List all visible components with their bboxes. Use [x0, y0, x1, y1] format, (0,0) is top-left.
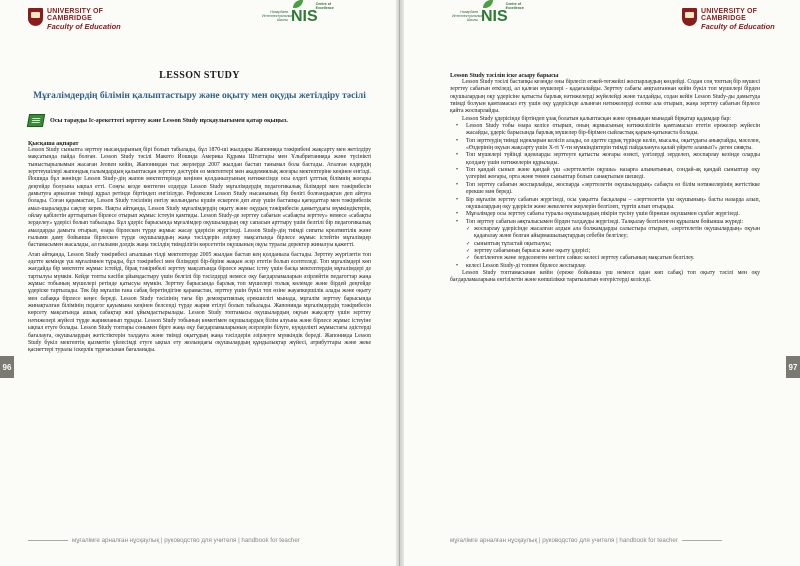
footer-text-right: мұғалімге арналған нұсқаулық | руководство для учителя | handbook for teacher — [450, 537, 678, 544]
task-note — [28, 114, 371, 127]
right-paragraph-1: Lesson Study тәсілі бастапқы кезеңде оны бірлесіп егжей-тегжейлі жоспарлаудың көздейді. Содан соң топтың бір мүшесі зерттеу сабағын өткізеді, ал қалған мүшелері - қадағалайды. Зерттеу сабағы аяқталғаннан кейін бүкіл топ мүшелері бірден оқушылардың оқу ұдерісіне қатысты барлық нәтижелерді жүйелейді және талдайды, содан кейін Lesson Study-ды дамытуда тиімді болуын қамтамасыз ету үшін оқу ұдерісінде алынған нәтижелерді есепке ала отырып, жаңа зерттеу сабағын бірлесе қайта жоспарлайды. — [450, 79, 760, 115]
right-paragraph-2: Lesson Study ұдерісінде біртіндеп ұзақ болатын қалыптасқан және орныққан мынадай бірқатар қадамдар бар: — [462, 115, 731, 122]
section-heading: Қысқаша ақпарат — [28, 140, 79, 147]
sub-list-item: ✓ жоспарлау ұдерісінде жасалған алдын ала болжамдарды салыстыра отырып, «зерттелетін оқушылардың» оқуын қадағалау және болған айырмашылықтардың себебін белгілеу; — [454, 226, 760, 241]
cambridge-shield-icon — [28, 8, 43, 26]
list-item: • Топ зерттеудің тиімді идеяларын келісіп алады, ол әдетте сұрақ түрінде келіп, мысалы, оқытудағы анықтайды, мәселен, «Өздерінің оқуын жақсарту үшін Х-ті Ү-ти мүмкіндіктерін тиімді пайдалануға қалай үйрете аламыз?» деген сияқты. — [454, 138, 760, 153]
list-item: • келесі Lesson Study-ді топпен бірлесе жоспарлау. — [454, 263, 760, 270]
footer-rule-right — [682, 540, 722, 541]
list-item: • Топ зерттеу сабағын аяқталысымен бірден талдауды жүргізеді. Талқылау белгіленген құрылым бойынша жүреді: — [454, 219, 760, 226]
nis-logo-text: NIS — [291, 8, 318, 25]
cambridge-logo — [28, 8, 121, 31]
nis-small-text-right: Назарбаев Интеллектуальные Школы — [452, 10, 484, 22]
nis-logo-text-right: NIS — [481, 8, 508, 25]
nis-logo — [262, 2, 334, 26]
list-item: • Топ зерттеу сабағын жоспарлайды, жоспарда «зерттелетін оқушылардың» сабақта өз білім нәтижелерінің жетістікке ерекше мән береді. — [454, 182, 760, 197]
cambridge-logo-right — [682, 8, 775, 31]
list-item: • Lesson Study тобы өзара келісе отырып, оның жұмысының нәтижелілігін қамтамасыз ететін ережелер жүйесін жасайды, ұдеріс барысында барлық мүшелер бір-бірімен сыйластық қарым-қатынаста болады. — [454, 123, 760, 138]
list-item: • Топ қандай сынып және қандай үш «зерттелетін оқушы» назарға алынатынын, сондай-ақ қандай сыныптар оқу үлгерімі жоғары, орта және төмен сыныптар болып санақтылын шешеді. — [454, 167, 760, 182]
book-gutter — [396, 0, 404, 566]
paragraph-2: Атап айтқанда, Lesson Study тәжірибесі ағылшын тілді мектептерде 2005 жылдан бастап кең қолданыла бастады. Зерттеу жүргізетін топ әдетте кемінде үш мұғалімнен тұрады, бұл тәжірибесі мен білімдері бір-біріне жақын әсер ететін болып есептеледі. Топ мұғалімдері көп жағдайда бір мектепте жұмыс істейді, бірақ тәжірибелі зерттеу мақсатында бірлесе жұмыс істеу үшін басқа мектептердің мұғалімдері де тартылуы мүмкін. Кейде топты кәсіби ұйымдастыру үшін белгілі бір тәсілдерді немесе оқу бағдарламаларын әзірлейтін педагогтар жаңа жұмыс тобының мүшелері ретінде қатысуы мүмкін. Зерттеу барысында барлық топ мүшелері толық көлемде және бірдей деңгейде ұдеріске тартылады. Тек бір мұғалім ғана сабақ беретіндігіне қарамастан, зерттеу үшін бүкіл топ өзіне жауапкершілік алады және оқыту мен сабаққа бірлесе кеңес береді. Lesson Study тәсілінің тағы бір демократиялық ерекшелігі мынада, мұғалім зерттеу барысында жинақталған білімінің педагог қауымына кеңінен белсенді түрде жария етілуі болып табылады. Жапонияда мұғалімдердің тәжірибесін көрсету мақсатында ашық сабақтар жиі ұйымдастырылады. Lesson Study топтамасы оқушылардың оқуын жақсарту үшін зерттеу нәтижелері жүйелі түрде жарияланып тұрады. Lesson Study тобының көмегімен оқушылардың білім алуына және бірлесе жұмыс істеуіне ықпал етуге болады. Lesson Study топтары сонымен бірге жаңа оқу бағдарламаларының әсерлерін білуге, күнделікті жұмыстағы әдістерді бағалауға, оқушылардың жетістіктерін талдауға және тиімді оқытудың жаңа тәсілдерін әзірлеуге мүмкіндік береді. Жапонияда Lesson Study бүкіл мектептің қызметін үйлесімді етуге ықпал ету жолындағы оқушылардың құндылықтар жүйесі, атрибуттары және жеке қасиеттері туралы іскерлік тұрғысынан бағаланады. — [28, 251, 371, 354]
closing-paragraph: Lesson Study топтамасынан кейін (ереже бойынша үш немесе одан көп сабақ) топ оқыту тәсілі мен оқу бағдарламаларына енгізілетін және көпшілікке таратылатын өзгерістерді келіседі. — [450, 269, 760, 284]
cambridge-faculty-right: Faculty of Education — [701, 21, 775, 31]
nis-center-text: Centre of Excellence — [315, 2, 334, 10]
page-number-left: 96 — [0, 356, 14, 378]
nis-small-text: Назарбаев Интеллектуальные Школы — [262, 10, 294, 22]
cambridge-faculty: Faculty of Education — [47, 21, 121, 31]
nis-mark — [291, 2, 334, 26]
book-icon — [27, 114, 45, 127]
sub-list-item: ✓ белгіленген және зерделенген негізге сәйкес келесі зерттеу сабағының мақсатын белгілеу. — [454, 255, 760, 262]
sub-list-item: ✓ зерттеу сабағының барысы және оқыту ұдерісі; — [454, 248, 760, 255]
right-footer — [450, 537, 722, 544]
right-heading: Lesson Study тәсілін іске асыру барысы — [450, 73, 559, 79]
cambridge-line2: CAMBRIDGE — [47, 15, 92, 23]
page-subtitle: Мұғалімдердің білімін қалыптастыру және оқыту мен оқуды жетілдіру тәсілі — [33, 91, 366, 101]
nis-leaf-icon — [293, 0, 303, 8]
list-item: • Бір мұғалім зерттеу сабағын жүргізеді, осы уақытта басқалары – «зерттелетін үш оқушының» басты назарда алып, оқушылардың оқу ұдерісін және жекелеген жерлерін белгілеп, түртіп алып отырады. — [454, 197, 760, 212]
footer-text: мұғалімге арналған нұсқаулық | руководство для учителя | handbook for teacher — [72, 537, 300, 544]
left-header — [0, 0, 399, 60]
steps-list — [454, 123, 760, 270]
right-page — [400, 0, 800, 566]
list-item: • Топ мүшелері түйінді идеяларды зерттеуге қатысты жоғары өзекті, үлгілерді зерделеп, жоспарлау кезінде оларды қолдану үшін нәтижелерін құрылады. — [454, 152, 760, 167]
cambridge-line2-right: CAMBRIDGE — [701, 15, 746, 23]
paragraph-1: Lesson Study сыныпта зерттеу нысандарының бірі болып табылады, бұл 1870-ші жылдары Жапонияда тәжірибені жақсарту мен жетілдіру мақсатында пайда болған. Lesson Study тәсілі Макото Йошида Америка Құрама Штаттары мен Ұлыбританияда және түсінікті тыныстырылымын жасаған Jeoneн кейін, Жапониядан тыс жерлерде 2007 жылдан бастап танымал бола бастады. Аталған елдердің зерттеушілері жапондық ғалымдардың қалыптасқан зерттеу дәстүрін өз мектептері мен академиялық жоғары мектептеріне кеңінен енгізді. Йошида бұл жөнінде Lesson Study-дің жапон мектептерінде кеңінен қолданылуының нәтижесінде осы елдегі ұлттық білімнің жоғары деңгейде болуына ықпал етті. Соңғы кезде көптеген елдерде Lesson Study мұғалімдердің педагогикалық білімдері мен тәжірибесін дамытуға арналған тиімді құрал ретінде біртіндеп енгізілуде. Рефлексия Lesson Study нысанының бір бөлігі болғандықтан деп айтуға болады. Соған қарамастан, Lesson Study тәсілінің енгізу жолындағы күшін ескерген деп атау үшін бастапқы қағидаттар мен тәжірибелік амал-шараларды сақтау керек. Нақты айтқанда, Lesson Study мұғалімдердің оқыту және оқудың тәжірибесін дамытудағы мүмкіндіктерін, ойлау қабілетін арттыратын бірлесе отырып жұмыс істеуін қамтиды. Lesson Study-де зерттеу сабағын «сабақты зерттеу» немесе «сабақты зерделеу» ұдерісі болып табылады. Бұл ұдеріс барысында мұғалімдер оқушылардың оқу сапасын арттыру үшін белгілі бір педагогикалық амалдарды дамыта отырып, өзара бірлескен түрде жұмыс жасау ұдерісін жүргізеді. Lesson Study-дің тиімді сипаты креативтілік және ғылыми даму бойынша бірлескен түрде оқушылардың жаңа тәсілдерін әзірлеу мақсатында бірлесе жұмыс істейтін мұғалімдер бастамасымен жасалады, ал ғылыми дәлдік жаңа тәсілдің тиімділігін көрсететін оқушының оқуы туралы деректер жиналуы қажетті. — [28, 146, 371, 249]
left-content — [28, 70, 371, 355]
cambridge-shield-icon-right — [682, 8, 697, 26]
footer-rule — [28, 540, 68, 541]
list-item: • Мұғалімдер осы зерттеу сабағы туралы оқушылардың пікірін түсіну үшін бірнеше оқушымен сұхбат жүргізеді. — [454, 211, 760, 218]
task-text: Осы тарауды Іс-әрекеттегі зерттеу және Lesson Study нұсқаулығымен қатар оқыңыз. — [50, 116, 288, 124]
nis-leaf-icon-right — [483, 0, 493, 8]
cambridge-line1-right: UNIVERSITY OF — [701, 8, 758, 15]
page-number-right: 97 — [786, 356, 800, 378]
nis-logo-right — [452, 2, 524, 26]
cambridge-line1: UNIVERSITY OF — [47, 8, 104, 15]
page-title: LESSON STUDY — [159, 70, 240, 81]
sub-list-item: ✓ сыныптың тұтастай оқытылуы; — [454, 241, 760, 248]
nis-mark-right — [481, 2, 524, 26]
left-footer — [28, 537, 300, 544]
nis-center-text-right: Centre of Excellence — [505, 2, 524, 10]
right-header — [400, 0, 800, 60]
right-content — [450, 73, 760, 285]
